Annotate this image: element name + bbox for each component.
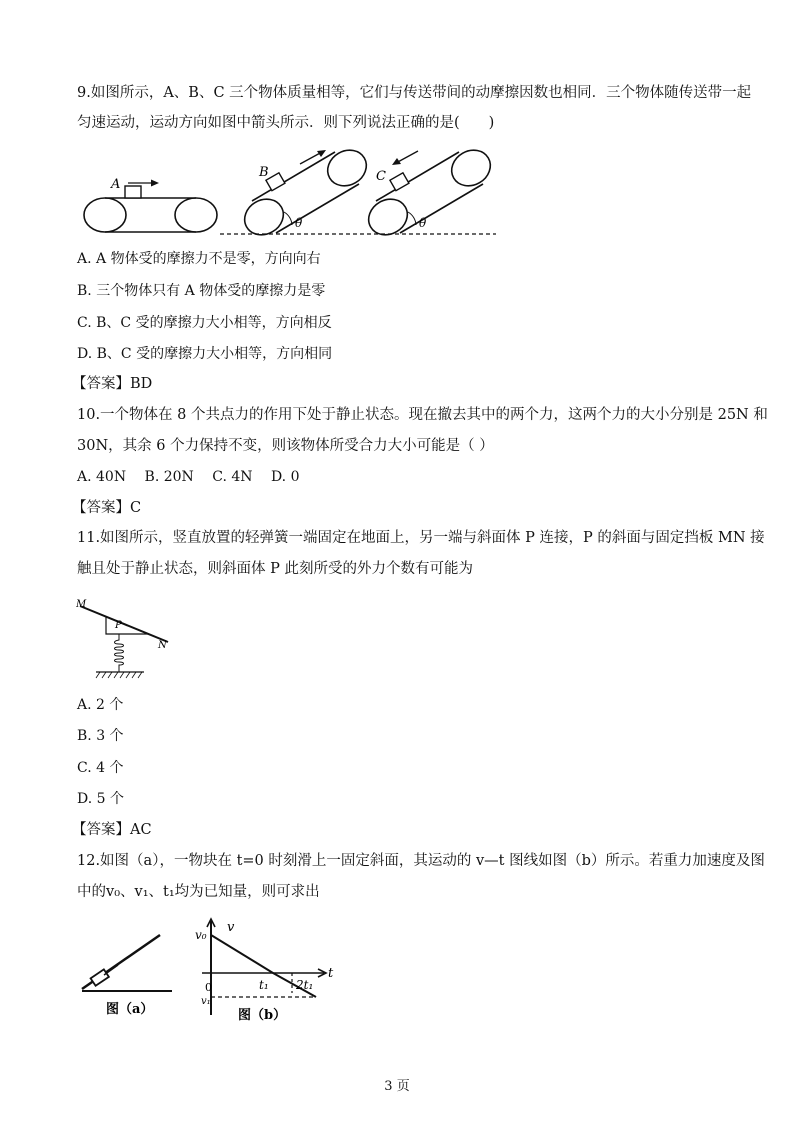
q11-option-a: A. 2 个: [77, 697, 124, 713]
origin-label: 0: [205, 981, 212, 994]
figure-b-graph: [202, 919, 326, 1015]
arrow-down-left-icon: [396, 151, 418, 163]
q9-option-a: A. A 物体受的摩擦力不是零，方向向右: [77, 251, 321, 267]
q11-line2: 触且处于静止状态，则斜面体 P 此刻所受的外力个数有可能为: [77, 561, 473, 577]
v0-label: v₀: [195, 928, 207, 942]
angle-arc: [284, 212, 292, 225]
q11-option-b: B. 3 个: [77, 728, 124, 744]
q9-line1: 9.如图所示，A、B、C 三个物体质量相等，它们与传送带间的动摩擦因数也相同．三个物体随传送带一起: [77, 85, 752, 101]
q10-line2: 30N，其余 6 个力保持不变，则该物体所受合力大小可能是（ ）: [77, 438, 494, 454]
q9-line2: 匀速运动，运动方向如图中箭头所示．则下列说法正确的是( ): [77, 115, 495, 131]
q9-option-b: B. 三个物体只有 A 物体受的摩擦力是零: [77, 283, 326, 299]
board-mn: [80, 606, 168, 642]
q11-option-c: C. 4 个: [77, 760, 124, 776]
inclined-conveyor-c: [362, 148, 497, 240]
q11-option-d: D. 5 个: [77, 791, 124, 807]
q11-spring-figure: [76, 596, 176, 688]
q11-line1: 11.如图所示，竖直放置的轻弹簧一端固定在地面上，另一端与斜面体 P 连接，P 的斜面与固定挡板 MN 接: [77, 530, 765, 546]
page-number: 3 页: [384, 1079, 410, 1094]
q10-answer: 【答案】C: [72, 500, 142, 516]
block-a: [125, 186, 141, 198]
q9-option-c: C. B、C 受的摩擦力大小相等，方向相反: [77, 315, 332, 331]
2t1-label: 2t₁: [296, 978, 314, 992]
q12-line2: 中的v₀、v₁、t₁均为已知量，则可求出: [77, 884, 320, 900]
block: [91, 969, 109, 985]
block-b: [266, 173, 285, 191]
horizontal-conveyor: [84, 198, 217, 232]
label-c: C: [376, 169, 386, 184]
arrow-right-head-icon: [151, 180, 159, 187]
angle-arc: [408, 212, 416, 225]
spring: [115, 634, 124, 672]
ground-hatching: [96, 672, 142, 678]
block-c: [390, 173, 409, 191]
theta-label-c: θ: [419, 216, 427, 230]
v1-label: v₁: [201, 996, 211, 1007]
label-m: M: [76, 599, 87, 610]
label-n: N: [158, 640, 167, 651]
q10-options: A. 40N B. 20N C. 4N D. 0: [77, 469, 300, 485]
t1-label: t₁: [259, 978, 269, 992]
q11-answer: 【答案】AC: [72, 822, 152, 838]
axis-v-label: v: [227, 920, 235, 935]
theta-label-b: θ: [295, 216, 303, 230]
figure-a-caption: 图（a）: [106, 1002, 154, 1017]
figure-a-incline: [82, 935, 172, 991]
label-a: A: [111, 177, 121, 192]
q9-option-d: D. B、C 受的摩擦力大小相等，方向相同: [77, 346, 333, 362]
label-b: B: [259, 165, 269, 180]
q10-line1: 10.一个物体在 8 个共点力的作用下处于静止状态。现在撤去其中的两个力，这两个力的大小分别是 25N 和: [77, 407, 768, 423]
q9-answer: 【答案】BD: [72, 376, 153, 392]
q12-figures: [76, 915, 351, 1027]
axis-t-label: t: [328, 966, 334, 981]
label-p: P: [115, 620, 122, 631]
arrow-up-icon: [104, 965, 118, 975]
figure-b-caption: 图（b）: [238, 1008, 287, 1023]
q9-conveyor-figure: [78, 148, 498, 240]
q12-line1: 12.如图（a），一物块在 t=0 时刻滑上一固定斜面，其运动的 v—t 图线如图（b）所示。若重力加速度及图: [77, 853, 765, 869]
inclined-conveyor-b: [238, 148, 373, 240]
